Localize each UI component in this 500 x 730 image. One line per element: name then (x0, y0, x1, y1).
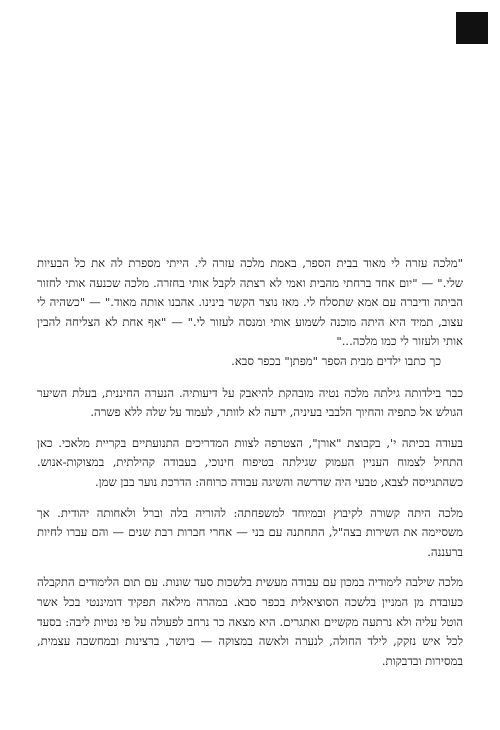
corner-marker-square (456, 12, 488, 44)
paragraph-youth-group: בעודה בכיתה י', בקבוצת "אורן", הצטרפה לצוות המדריכים התנועתיים בקריית מלאכי. כאן התחיל לצמוח העניין העמוק שגילתה בטיפוח חינוכי, בעבודה קהילתית, במצוקות-אנוש. כשהתגייסה לצבא, טבעי היה שדרשה והשיגה עבודה כרוחה: הדרכת נוער בבן שמן. (37, 435, 463, 489)
quote-text: "מלכה עזרה לי מאוד בבית הספר, באמת מלכה עזרה לי. הייתי מספרת לה את כל הבעיות שלי." — "יום אחד ברחתי מהבית ואמי לא רצתה לקבל אותי בחזרה. מלכה שכנעה אותי לחזור הביתה ודיברה עם אמא שתסלח לי. מאז נוצר הקשר בינינו. אהבנו אותה מאוד." — "כשהיה לי עצוב, תמיד היא היתה מוכנה לשמוע אותי ומנסה לעזור לי." — "אף אחת לא הצליחה להבין אותי ולעזור לי כמו מלכה..." (37, 256, 463, 349)
paragraph-career: מלכה שילבה לימודיה במכון עם עבודה מעשית בלשכות סעד שונות. עם תום הלימודים התקבלה כעובדת מן המניין בלשכה הסוציאלית בכפר סבא. במהרה מילאה תפקיד דומיננטי בכל אשר הוטל עליה ולא נרתעה מקשיים ואתגרים. היא מצאה כר נרחב לפעולה על פי נטיות ליבה: בסעד לכל איש נזקק, לילד החולה, לנערה ולאשה במצוקה — ביושר, ברצינות ובמחשבה עצמית, במסירות ובדבקות. (37, 575, 463, 668)
quote-block (37, 254, 463, 352)
paragraph-childhood: כבר בילדותה גילתה מלכה נטיה מובהקת להיאבק על דיעותיה. הנערה החיננית, בעלת השיער הגולש אל כתפיה והחיוך הלבבי בעיניה, ידעה לא לוותר, לעמוד על שלה ללא פשרה. (37, 385, 463, 420)
page-content (37, 254, 463, 682)
paragraph-family: מלכה היתה קשורה לקיבוץ ובמיוחד למשפחתה: להוריה בלה וברל ולאחותה יהודית. אך משסיימה את השירות בצה"ל, התחתנה עם בני — אחרי חברות רבת שנים — והם עברו לחיות ברעננה. (37, 505, 463, 559)
quote-caption: כך כתבו ילדים מבית הספר "מפתן" בכפר סבא. (231, 353, 441, 368)
